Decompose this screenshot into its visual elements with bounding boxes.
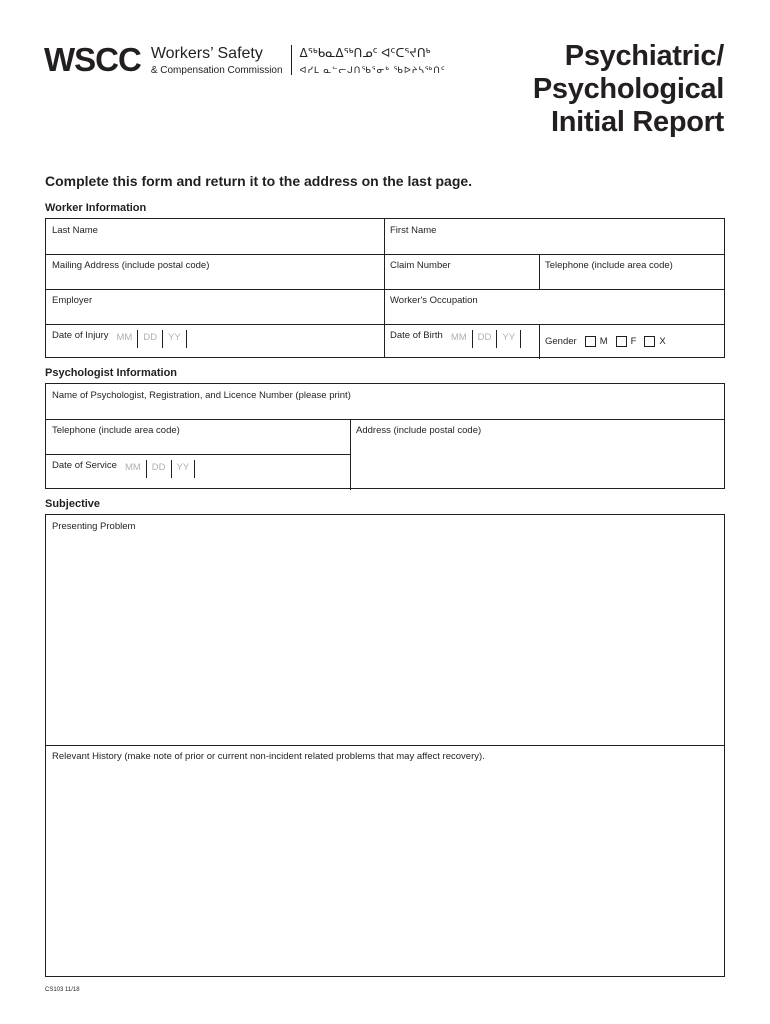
last-name-label: Last Name [52, 225, 98, 236]
worker-telephone-label: Telephone (include area code) [545, 260, 673, 271]
logo-mark: WSCC [44, 41, 141, 78]
day-input[interactable]: DD [147, 460, 172, 478]
year-input[interactable]: YY [172, 460, 196, 478]
title-line-3: Initial Report [550, 106, 724, 138]
date-of-service-inputs [125, 460, 195, 478]
subjective-section-label: Subjective [45, 498, 101, 510]
employer-field[interactable] [46, 289, 384, 324]
logo-text [151, 45, 283, 77]
logo-divider [291, 45, 292, 75]
date-of-birth-label: Date of Birth [390, 330, 443, 341]
relevant-history-field[interactable] [46, 745, 724, 975]
date-of-birth-field[interactable] [384, 324, 539, 359]
logo-name: Workers’ Safety [150, 45, 263, 62]
logo-syllabics-line2: ᐊᓯᒪ ᓇᓪᓕᒍᑎᖃᕐᓂᒃ ᖃᐅᔨᓴᖅᑎᑦ [299, 65, 446, 75]
worker-section-label: Worker Information [45, 202, 147, 214]
logo-sub: & Compensation Commission [150, 65, 283, 76]
date-of-injury-label: Date of Injury [52, 330, 109, 341]
relevant-history-label: Relevant History (make note of prior or current non-incident related problems that may affect recovery). [52, 751, 485, 762]
first-name-label: First Name [390, 225, 437, 236]
gender-f-label: F [630, 336, 637, 347]
gender-label: Gender [545, 336, 577, 347]
form-instruction: Complete this form and return it to the address on the last page. [45, 173, 473, 189]
date-of-service-field[interactable] [46, 454, 350, 489]
psychologist-section-label: Psychologist Information [45, 367, 178, 379]
date-of-birth-inputs [451, 330, 521, 348]
form-code: CS103 11/18 [45, 987, 80, 993]
psychologist-name-label: Name of Psychologist, Registration, and Licence Number (please print) [52, 390, 351, 401]
psychologist-info-box [45, 383, 725, 489]
first-name-field[interactable] [384, 219, 724, 254]
day-input[interactable]: DD [473, 330, 498, 348]
gender-m-checkbox[interactable] [585, 336, 596, 347]
day-input[interactable]: DD [138, 330, 163, 348]
worker-info-box [45, 218, 725, 358]
psychologist-telephone-field[interactable] [46, 419, 350, 454]
psychologist-address-field[interactable] [350, 419, 724, 488]
claim-number-label: Claim Number [390, 260, 451, 271]
title-line-1: Psychiatric/ [564, 40, 724, 72]
wscc-logo [44, 42, 446, 78]
occupation-label: Worker's Occupation [390, 295, 478, 306]
year-input[interactable]: YY [497, 330, 521, 348]
gender-x-checkbox[interactable] [644, 336, 655, 347]
subjective-box [45, 514, 725, 977]
gender-m-label: M [599, 336, 608, 347]
employer-label: Employer [52, 295, 93, 306]
gender-f-checkbox[interactable] [616, 336, 627, 347]
logo-syllabics-line1: ᐃᖅᑲᓇᐃᖅᑎᓄᑦ ᐊᑦᑕᕐᔪᑎᒃ [299, 46, 431, 60]
worker-telephone-field[interactable] [539, 254, 724, 289]
presenting-problem-field[interactable] [46, 515, 724, 745]
gender-field [539, 324, 724, 359]
mailing-address-field[interactable] [46, 254, 384, 289]
document-title [533, 40, 724, 139]
last-name-field[interactable] [46, 219, 384, 254]
psychologist-address-label: Address (include postal code) [356, 425, 482, 436]
claim-number-field[interactable] [384, 254, 539, 289]
presenting-problem-label: Presenting Problem [52, 521, 136, 532]
date-of-service-label: Date of Service [52, 460, 117, 471]
gender-x-label: X [659, 336, 666, 347]
date-of-injury-field[interactable] [46, 324, 384, 359]
occupation-field[interactable] [384, 289, 724, 324]
psychologist-telephone-label: Telephone (include area code) [52, 425, 180, 436]
logo-syllabics [300, 45, 446, 77]
psychologist-name-field[interactable] [46, 384, 724, 419]
mailing-address-label: Mailing Address (include postal code) [52, 260, 210, 271]
year-input[interactable]: YY [163, 330, 187, 348]
title-line-2: Psychological [532, 73, 724, 105]
date-of-injury-inputs [117, 330, 187, 348]
month-input[interactable]: MM [451, 330, 473, 348]
month-input[interactable]: MM [117, 330, 139, 348]
month-input[interactable]: MM [125, 460, 147, 478]
